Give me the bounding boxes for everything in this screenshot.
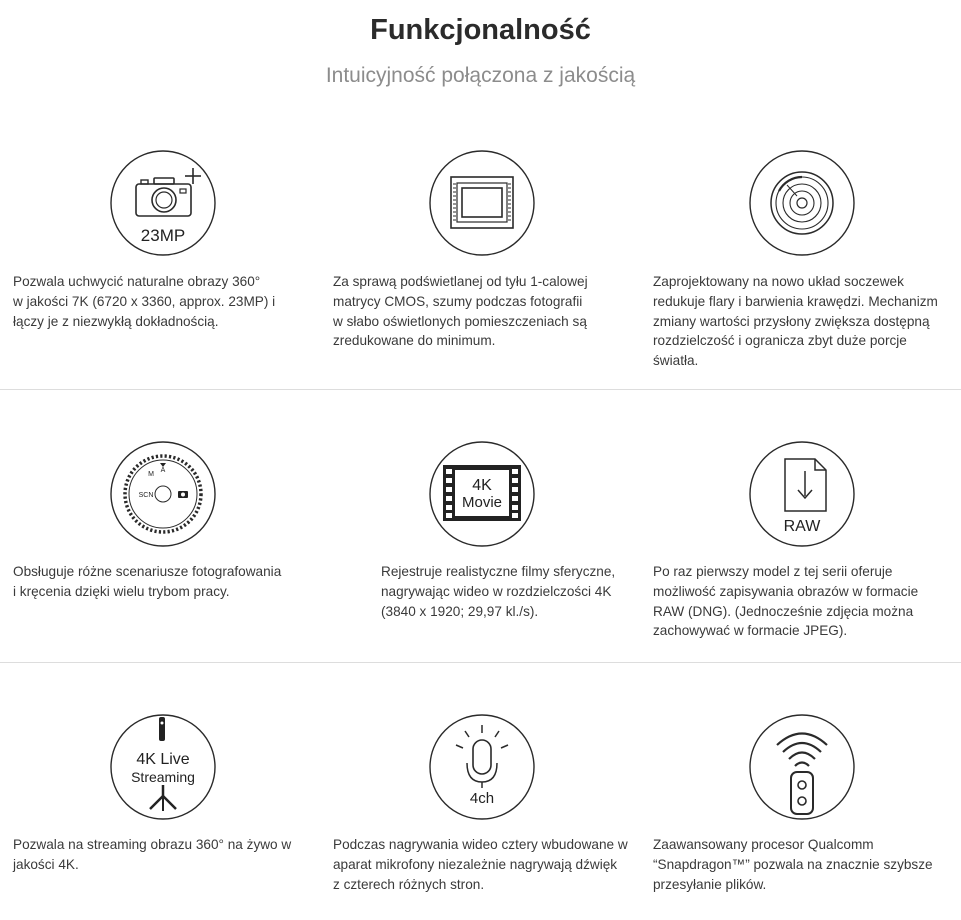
- feature-8-line-3: z czterech różnych stron.: [333, 876, 485, 892]
- feature-description-7: [13, 835, 313, 875]
- feature-1-line-3: łączy je z niezwykłą dokładnością.: [13, 313, 219, 329]
- mic-label: 4ch: [469, 790, 495, 807]
- camera-label: 23MP: [140, 226, 186, 245]
- feature-2-line-1: Za sprawą podświetlanej od tyłu 1-calowej: [333, 274, 588, 289]
- feature-6-line-3: RAW (DNG). (Jednocześnie zdjęcia można: [653, 603, 914, 619]
- 4ch-microphone-icon: [429, 714, 535, 820]
- dial-label-m: M: [148, 471, 154, 478]
- feature-1-line-2: w jakości 7K (6720 x 3360, approx. 23MP) i: [13, 293, 276, 309]
- live-label-4k-live: 4K Live: [136, 751, 190, 768]
- raw-file-icon: [749, 441, 855, 547]
- feature-2-line-2: matrycy CMOS, szumy podczas fotografii: [333, 293, 583, 309]
- movie-label-4k: 4K: [472, 477, 492, 494]
- wifi-transfer-icon: [749, 714, 855, 820]
- row-divider-1: [0, 389, 961, 390]
- feature-description-9: [653, 835, 958, 894]
- mode-dial-icon: [110, 441, 216, 547]
- cmos-sensor-icon: [429, 150, 535, 256]
- feature-2-line-4: zredukowane do minimum.: [333, 333, 496, 349]
- feature-6-line-4: zachowywać w formacie JPEG).: [653, 623, 848, 639]
- feature-description-3: [653, 272, 958, 371]
- feature-6-line-1: Po raz pierwszy model z tej serii oferuje: [653, 564, 893, 579]
- page-subtitle: Intuicyjność połączona z jakością: [325, 64, 636, 87]
- feature-7-line-1: Pozwala na streaming obrazu 360° na żywo w: [13, 837, 292, 852]
- feature-4-line-1: Obsługuje różne scenariusze fotografowania: [13, 564, 282, 579]
- feature-6-line-2: możliwość zapisywania obrazów w formacie: [653, 583, 919, 599]
- feature-8-line-2: aparat mikrofony niezależnie nagrywają dźwięk: [333, 856, 618, 872]
- feature-9-line-2: “Snapdragon™” pozwala na znacznie szybsze: [653, 856, 933, 872]
- feature-description-6: [653, 562, 958, 641]
- feature-5-line-1: Rejestruje realistyczne filmy sferyczne,: [381, 564, 616, 579]
- feature-5-line-3: (3840 x 1920; 29,97 kl./s).: [381, 603, 539, 619]
- feature-3-line-4: rozdzielczość i ogranicza zbyt duże porcje: [653, 333, 907, 349]
- feature-5-line-2: nagrywając wideo w rozdzielczości 4K: [381, 583, 612, 599]
- feature-7-line-2: jakości 4K.: [13, 856, 79, 872]
- raw-label: RAW: [783, 518, 821, 535]
- feature-description-8: [333, 835, 643, 894]
- feature-description-1: [13, 272, 313, 331]
- feature-description-5: [381, 562, 641, 621]
- 4k-movie-icon: [429, 441, 535, 547]
- dial-label-scn: SCN: [138, 492, 154, 499]
- feature-4-line-2: i kręcenia dzięki wielu trybom pracy.: [13, 583, 230, 599]
- feature-3-line-5: światła.: [653, 353, 699, 369]
- feature-8-line-1: Podczas nagrywania wideo cztery wbudowane w: [333, 837, 628, 852]
- feature-2-line-3: w słabo oświetlonych pomieszczeniach są: [333, 313, 587, 329]
- lens-icon: [749, 150, 855, 256]
- dial-label-a: A: [160, 467, 166, 474]
- feature-description-4: [13, 562, 313, 602]
- feature-9-line-3: przesyłanie plików.: [653, 876, 767, 892]
- page-title: Funkcjonalność: [370, 14, 591, 46]
- movie-label-movie: Movie: [461, 494, 503, 511]
- 4k-live-streaming-icon: [110, 714, 216, 820]
- feature-1-line-1: Pozwala uchwycić naturalne obrazy 360°: [13, 274, 261, 289]
- feature-description-2: [333, 272, 643, 351]
- feature-3-line-1: Zaprojektowany na nowo układ soczewek: [653, 274, 904, 289]
- live-label-streaming: Streaming: [131, 769, 195, 785]
- row-divider-2: [0, 662, 961, 663]
- feature-3-line-2: redukuje flary i barwienia krawędzi. Mechanizm: [653, 293, 938, 309]
- feature-9-line-1: Zaawansowany procesor Qualcomm: [653, 837, 874, 852]
- camera-23mp-icon: [110, 150, 216, 256]
- feature-3-line-3: zmiany wartości przysłony zwiększa dostępną: [653, 313, 930, 329]
